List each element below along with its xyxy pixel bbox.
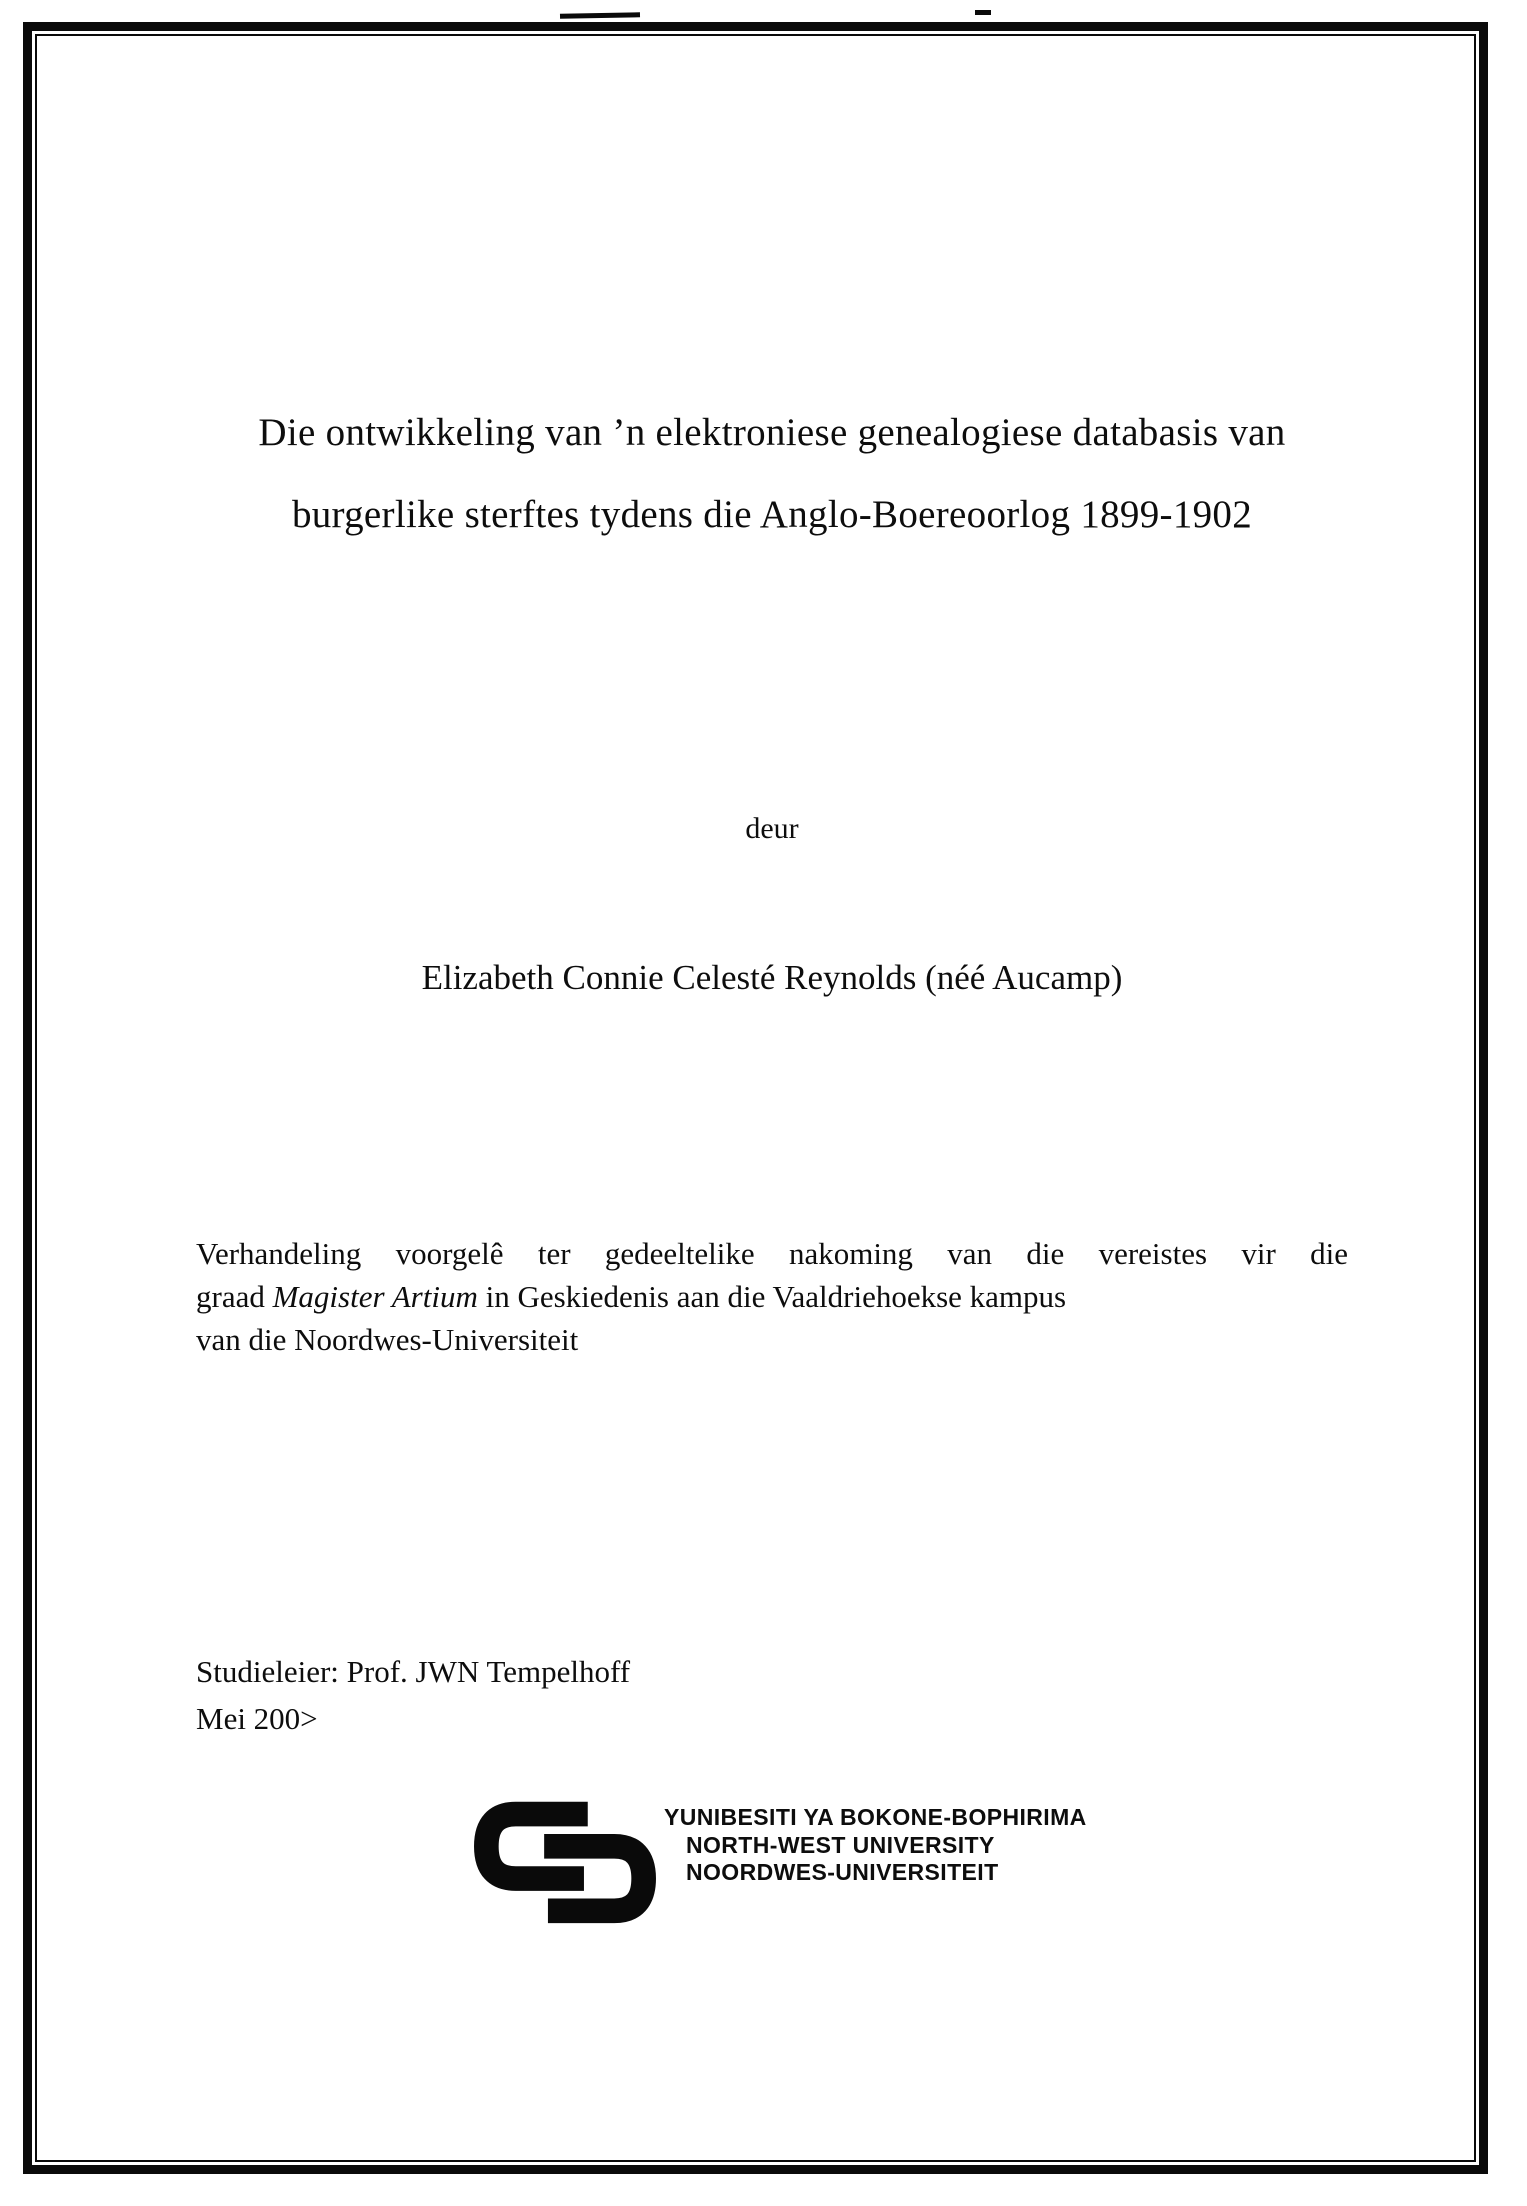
supervisor-line: Studieleier: Prof. JWN Tempelhoff: [196, 1654, 631, 1689]
date-line: Mei 200>: [196, 1701, 318, 1736]
thesis-title: [196, 392, 1348, 556]
degree-statement-line2: [196, 1275, 1348, 1318]
degree-statement-line2-post: in Geskiedenis aan die Vaaldriehoekse kampus: [477, 1279, 1067, 1314]
supervisor-block: [196, 1648, 630, 1742]
logo-text-afrikaans: NOORDWES-UNIVERSITEIT: [686, 1859, 999, 1885]
thesis-title-line1: Die ontwikkeling van ’n elektroniese genealogiese databasis van: [258, 411, 1286, 454]
university-logo-text: [664, 1804, 1087, 1887]
university-logo: [470, 1798, 1087, 1925]
degree-name-italic: Magister Artium: [272, 1279, 478, 1314]
thesis-title-line2: burgerlike sterftes tydens die Anglo-Boereoorlog 1899-1902: [291, 493, 1253, 536]
byline: deur: [745, 812, 799, 845]
degree-statement-line1: Verhandeling voorgelê ter gedeeltelike nakoming van die vereistes vir die: [196, 1236, 1348, 1271]
page-content: [196, 0, 1348, 2206]
author-name: Elizabeth Connie Celesté Reynolds (néé Aucamp): [421, 958, 1123, 997]
degree-statement: [196, 1232, 1348, 1361]
nwu-logo-icon: [470, 1798, 660, 1925]
degree-statement-line3: van die Noordwes-Universiteit: [196, 1322, 579, 1357]
degree-statement-line2-pre: graad: [196, 1279, 273, 1314]
logo-text-english: NORTH-WEST UNIVERSITY: [686, 1831, 995, 1858]
logo-text-setswana: YUNIBESITI YA BOKONE-BOPHIRIMA: [664, 1804, 1087, 1830]
